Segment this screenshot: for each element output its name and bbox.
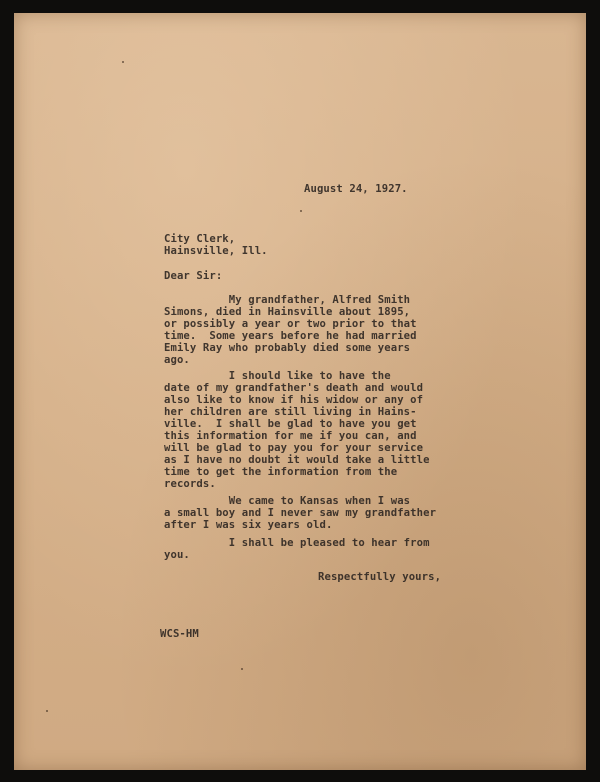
paper-speck — [46, 710, 48, 712]
body-line: a small boy and I never saw my grandfather — [164, 507, 437, 519]
body-line: also like to know if his widow or any of — [164, 394, 424, 406]
body-line: you. — [164, 549, 190, 561]
body-line: My grandfather, Alfred Smith — [164, 294, 411, 306]
body-line: time. Some years before he had married — [164, 330, 417, 342]
body-line: ville. I shall be glad to have you get — [164, 418, 417, 430]
paper-speck — [300, 210, 302, 212]
recipient-line: Hainsville, Ill. — [164, 245, 268, 257]
paper-speck — [241, 668, 243, 670]
body-line: after I was six years old. — [164, 519, 333, 531]
body-line: or possibly a year or two prior to that — [164, 318, 417, 330]
body-line: ago. — [164, 354, 190, 366]
body-line: as I have no doubt it would take a little — [164, 454, 430, 466]
closing: Respectfully yours, — [318, 571, 442, 583]
body-line: I shall be pleased to hear from — [164, 537, 430, 549]
body-line: her children are still living in Hains- — [164, 406, 417, 418]
body-line: Emily Ray who probably died some years — [164, 342, 411, 354]
body-line: We came to Kansas when I was — [164, 495, 411, 507]
letter-date: August 24, 1927. — [304, 183, 408, 195]
body-line: will be glad to pay you for your service — [164, 442, 424, 454]
recipient-line: City Clerk, — [164, 233, 236, 245]
body-line: date of my grandfather's death and would — [164, 382, 424, 394]
reference-initials: WCS-HM — [160, 628, 199, 640]
body-line: this information for me if you can, and — [164, 430, 417, 442]
body-line: time to get the information from the — [164, 466, 398, 478]
paper-speck — [122, 61, 124, 63]
letter-page — [14, 13, 586, 770]
body-line: I should like to have the — [164, 370, 391, 382]
salutation: Dear Sir: — [164, 270, 223, 282]
body-line: Simons, died in Hainsville about 1895, — [164, 306, 411, 318]
body-line: records. — [164, 478, 216, 490]
